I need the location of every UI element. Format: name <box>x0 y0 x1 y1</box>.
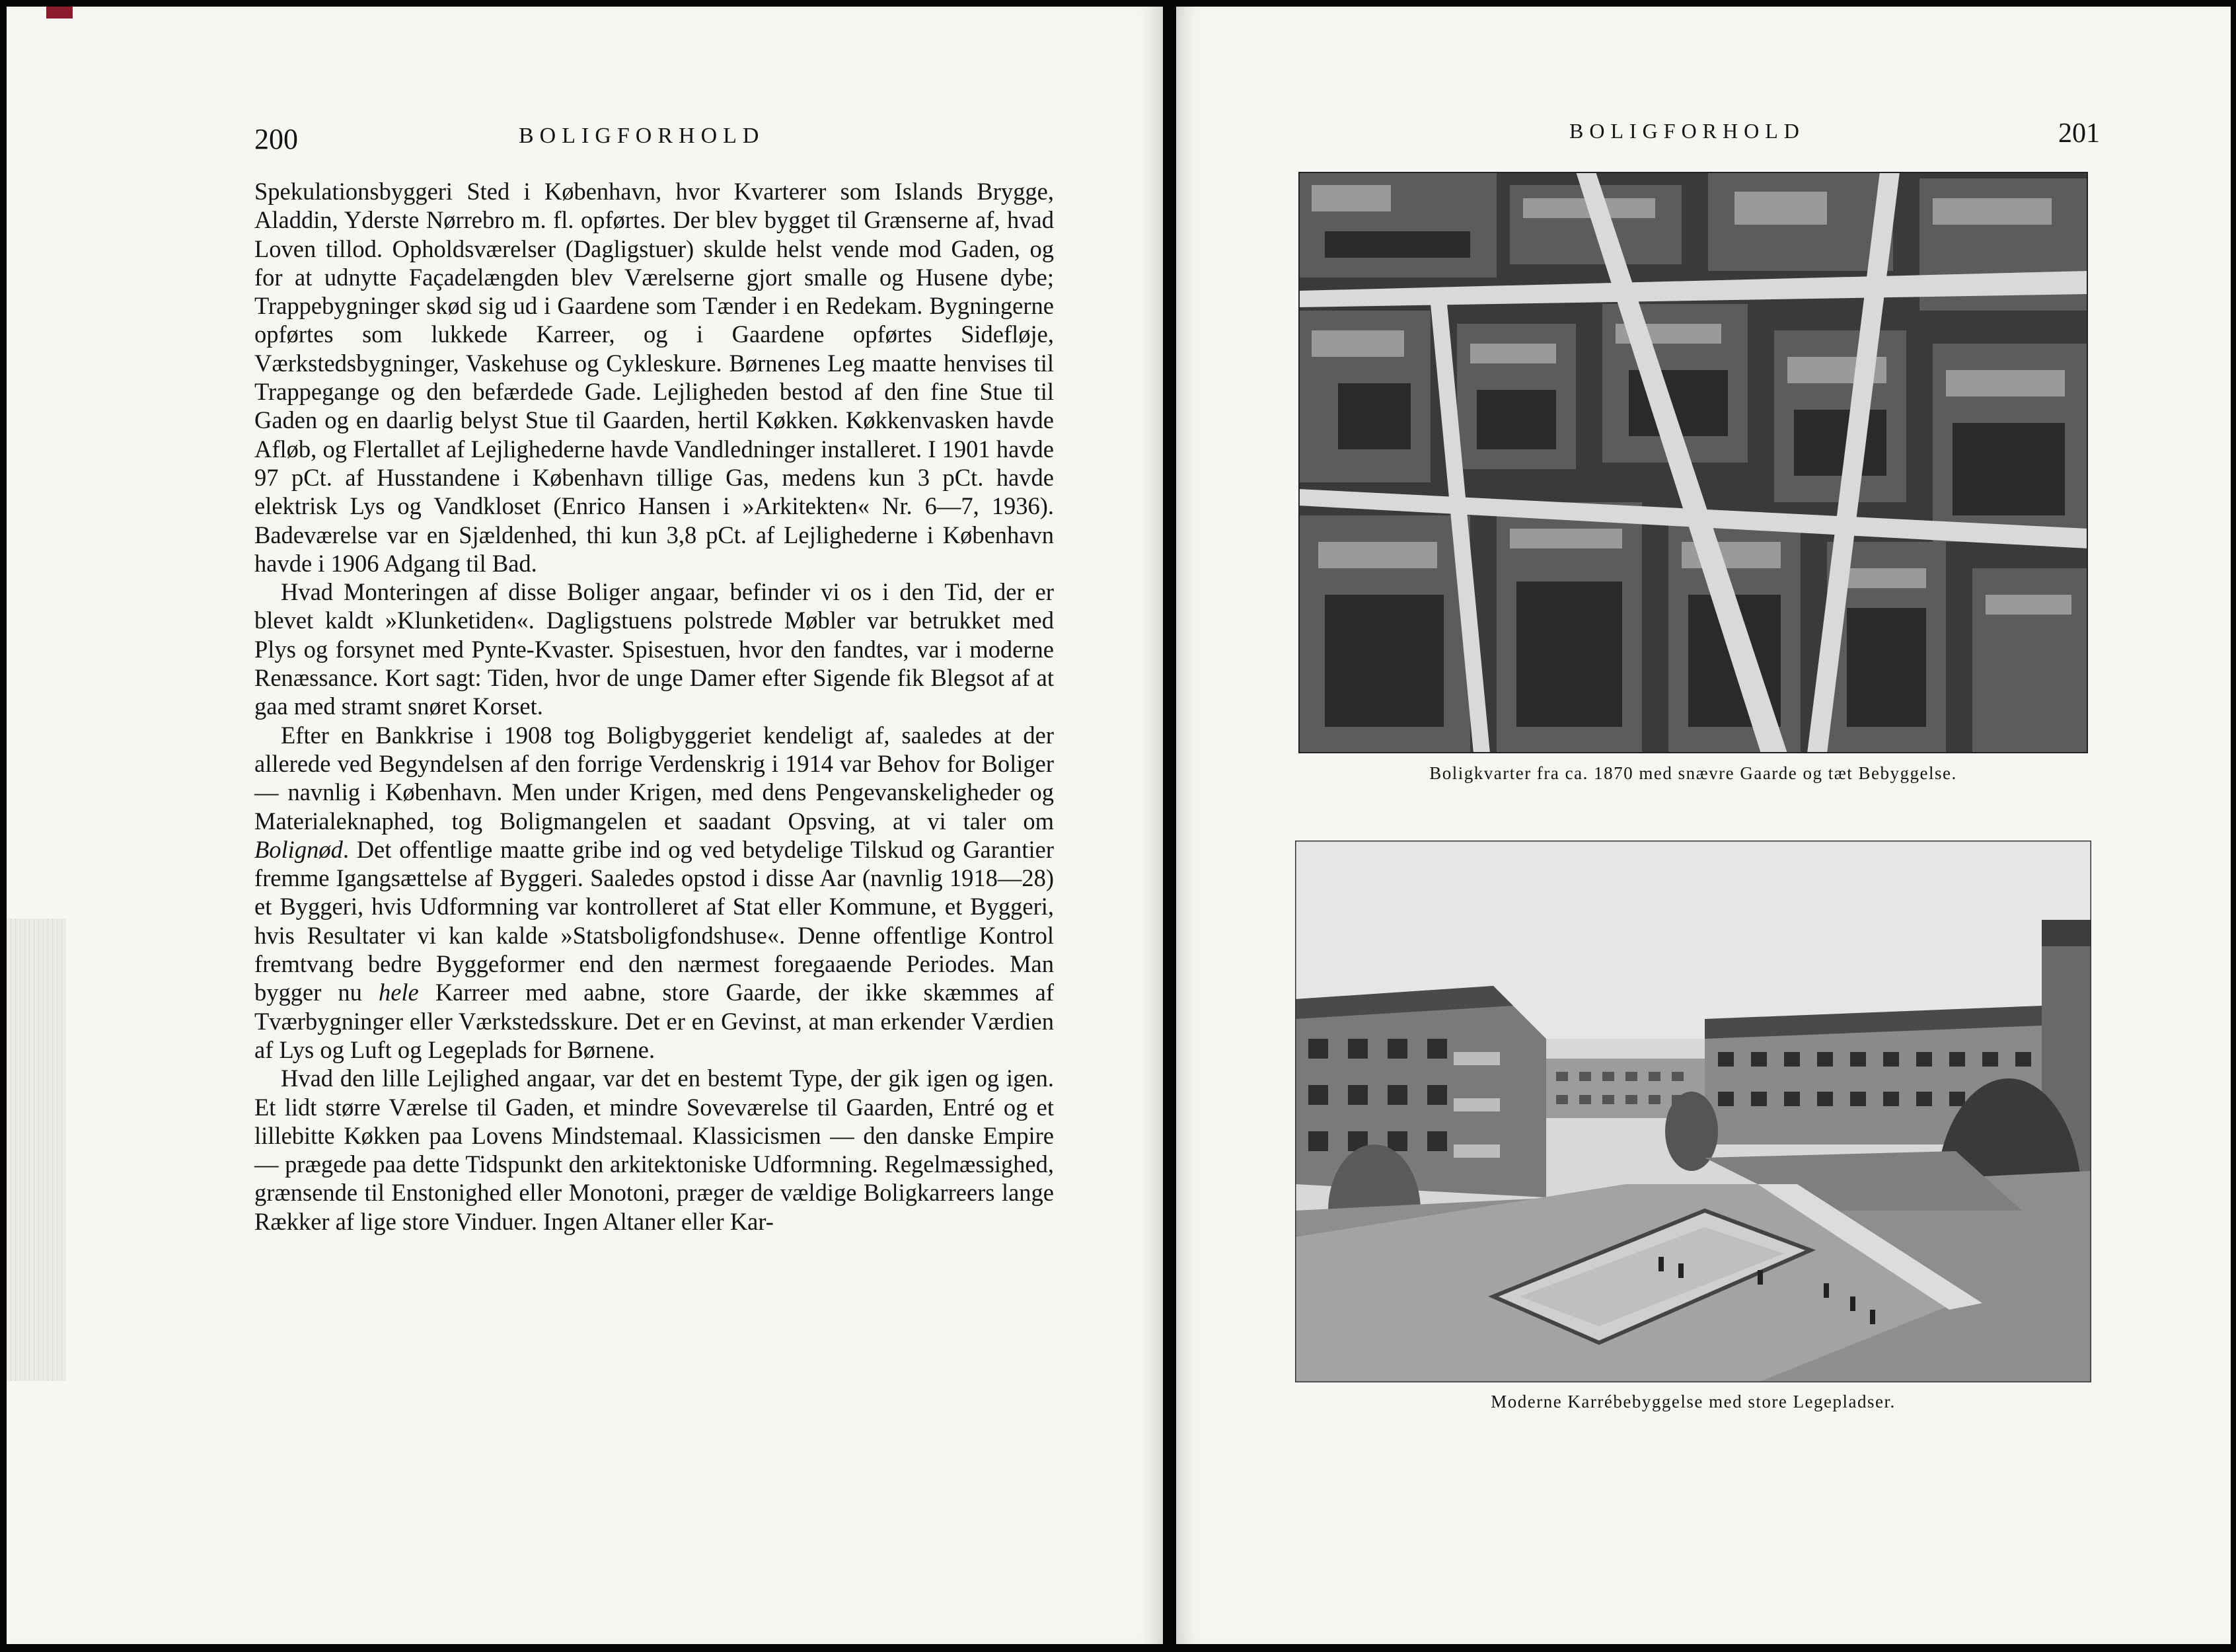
figure-caption-bottom: Moderne Karrébebyggelse med store Legepladser. <box>1491 1392 1896 1411</box>
paragraph-3 <box>254 721 1054 1065</box>
paragraph-3-part-1: Efter en Bankkrise i 1908 tog Boligbyggeriet kendeligt af, saaledes at der allerede ved Begyndelsen af den forrige Verdenskrig i 1914 var Behov for Boliger — navnlig i København. Men under Krigen, med dens Pengevanskeligheder og Materialeknaphed, tog Boligmangelen et saadant Opsving, at vi taler om <box>254 721 1054 835</box>
aerial-city-photo <box>1298 172 2088 753</box>
aerial-city-illustration <box>1298 172 2088 753</box>
left-page <box>7 7 1163 1644</box>
paragraph-3-part-3: Karreer med aabne, store Gaarde, der ikke skæmmes af Tværbygninger eller Værkstedsskure. Det er en Gevinst, at man erkender Værdien af Lys og Luft og Legeplads for Børnene. <box>254 979 1054 1063</box>
page-edge-mark <box>46 7 73 19</box>
page-number-left: 200 <box>254 123 298 155</box>
italic-bolignod: Bolignød <box>254 835 343 863</box>
courtyard-photo <box>1295 841 2091 1382</box>
body-text <box>254 177 1054 1236</box>
running-head-right: BOLIGFORHOLD <box>1569 119 1805 143</box>
figure-caption-top: Boligkvarter fra ca. 1870 med snævre Gaarde og tæt Bebyggelse. <box>1429 763 1957 783</box>
courtyard-illustration <box>1295 841 2091 1382</box>
paragraph-2: Hvad Monteringen af disse Boliger angaar, befinder vi os i den Tid, der er blevet kaldt »Klunketiden«. Dagligstuens polstrede Møbler var betrukket med Plys og forsynet med Pynte-Kvaster. Spisestuen, hvor den fandtes, var i moderne Renæssance. Kort sagt: Tiden, hvor de unge Damer efter Sigende fik Blegsot af at gaa med stramt snøret Korset. <box>254 578 1054 720</box>
page-number-right: 201 <box>2058 118 2100 149</box>
italic-hele: hele <box>378 979 419 1006</box>
running-head-left: BOLIGFORHOLD <box>519 124 765 148</box>
page-edge-stack <box>7 919 66 1381</box>
paragraph-3-part-2: . Det offentlige maatte gribe ind og ved betydelige Tilskud og Garantier fremme Igangsættelse af Byggeri. Saaledes opstod i disse Aar (navnlig 1918—28) et Byggeri, hvis Udformning var kontrolleret af Stat eller Kommune, et Byggeri, hvis Resultater vi kan kalde »Statsboligfondshuse«. Denne offentlige Kontrol fremtvang bedre Byggeformer end den nærmest foregaaende Periodes. Man bygger nu <box>254 835 1054 1006</box>
paragraph-1: Spekulationsbyggeri Sted i København, hvor Kvarterer som Islands Brygge, Aladdin, Yderste Nørrebro m. fl. opførtes. Der blev bygget til Grænserne af, hvad Loven tillod. Opholdsværelser (Dagligstuer) skulde helst vende mod Gaden, og for at udnytte Façadelængden blev Værelserne gjort smalle og Husene dybe; Trappebygninger skød sig ud i Gaardene som Tænder i en Redekam. Bygningerne opførtes som lukkede Karreer, og i Gaardene opførtes Sidefløje, Værkstedsbygninger, Vaskehuse og Cykleskure. Børnenes Leg maatte henvises til Trappegange og den befærdede Gade. Lejligheden bestod af den fine Stue til Gaden og en daarlig belyst Stue til Gaarden, hertil Køkken. Køkkenvasken havde Afløb, og Flertallet af Lejlighederne havde Vandledninger installeret. I 1901 havde 97 pCt. af Husstandene i København tillige Gas, medens kun 3 pCt. havde elektrisk Lys og Vandkloset (Enrico Hansen i »Arkitekten« Nr. 6—7, 1936). Badeværelse var en Sjældenhed, thi kun 3,8 pCt. af Lejlighederne i København havde i 1906 Adgang til Bad. <box>254 178 1054 577</box>
right-page <box>1176 7 2231 1644</box>
paragraph-4: Hvad den lille Lejlighed angaar, var det en bestemt Type, der gik igen og igen. Et lidt større Værelse til Gaden, et mindre Soveværelse til Gaarden, Entré og et lillebitte Køkken paa Lovens Mindstemaal. Klassicismen — den danske Empire — prægede paa dette Tidspunkt den arkitektoniske Udformning. Regelmæssighed, grænsende til Enstonighed eller Monotoni, præger de vældige Boligkarreers lange Rækker af lige store Vinduer. Ingen Altaner eller Kar- <box>254 1065 1054 1235</box>
